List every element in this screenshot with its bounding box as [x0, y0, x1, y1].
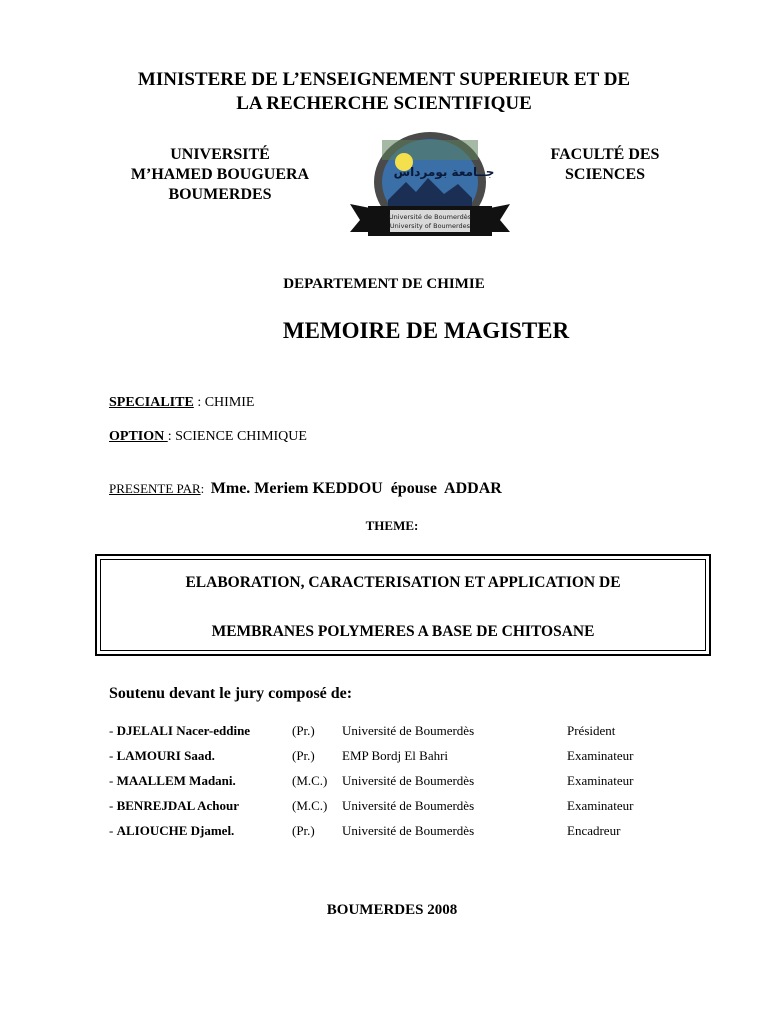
university-line-3: BOUMERDES — [168, 186, 272, 203]
jury-title: Soutenu devant le jury composé de: — [109, 685, 353, 702]
ministry-line-1: MINISTERE DE L’ENSEIGNEMENT SUPERIEUR ET DE — [137, 69, 631, 90]
jury-member-row — [109, 773, 709, 798]
option-label: OPTION — [109, 429, 168, 444]
presenter-field — [109, 480, 502, 498]
jury-member-grade: (Pr.) — [292, 723, 315, 738]
jury-member-institution: Université de Boumerdès — [342, 798, 475, 813]
option-field — [109, 429, 307, 445]
ministry-heading — [0, 68, 768, 116]
speciality-value: CHIMIE — [204, 395, 255, 410]
jury-member-role: Encadreur — [567, 823, 621, 838]
jury-member-grade: (Pr.) — [292, 748, 315, 763]
jury-member-institution: Université de Boumerdès — [342, 823, 475, 838]
presenter-separator: : — [200, 481, 211, 496]
jury-member-row — [109, 723, 709, 748]
jury-member-role: Président — [567, 723, 616, 738]
theme-box-inner — [100, 559, 706, 651]
jury-member-grade: (M.C.) — [292, 798, 328, 813]
university-logo — [348, 132, 512, 246]
jury-member-institution: Université de Boumerdès — [342, 773, 475, 788]
theme-label: THEME: — [365, 518, 419, 533]
ministry-line-2: LA RECHERCHE SCIENTIFIQUE — [236, 93, 532, 114]
jury-member-name: - LAMOURI Saad. — [109, 748, 215, 763]
option-separator: : — [167, 429, 176, 444]
jury-member-name: - DJELALI Nacer-eddine — [109, 723, 251, 738]
speciality-separator: : — [193, 395, 205, 410]
jury-member-role: Examinateur — [567, 773, 634, 788]
footer-place-year: BOUMERDES 2008 — [326, 902, 458, 918]
jury-member-role: Examinateur — [567, 748, 634, 763]
theme-title-line-2: MEMBRANES POLYMERES A BASE DE CHITOSANE — [211, 623, 595, 640]
jury-member-name: - MAALLEM Madani. — [109, 773, 236, 788]
jury-member-grade: (M.C.) — [292, 773, 328, 788]
jury-member-grade: (Pr.) — [292, 823, 315, 838]
logo-banner-right-tail — [490, 204, 510, 232]
option-value: SCIENCE CHIMIQUE — [175, 429, 307, 444]
document-type-title: MEMOIRE DE MAGISTER — [282, 318, 570, 343]
jury-member-row — [109, 823, 709, 848]
jury-member-role: Examinateur — [567, 798, 634, 813]
presenter-label: PRESENTE PAR — [109, 481, 201, 496]
speciality-field — [109, 395, 254, 411]
speciality-label: SPECIALITE — [109, 395, 194, 410]
university-line-1: UNIVERSITÉ — [170, 146, 270, 163]
theme-title-line-1: ELABORATION, CARACTERISATION ET APPLICATION DE — [185, 574, 621, 591]
logo-banner-line-2: University of Boumerdes — [389, 222, 471, 230]
jury-member-institution: EMP Bordj El Bahri — [342, 748, 449, 763]
jury-member-name: - ALIOUCHE Djamel. — [109, 823, 235, 838]
faculty-line-1: FACULTÉ DES — [550, 146, 660, 163]
department-title: DEPARTEMENT DE CHIMIE — [283, 276, 485, 292]
theme-box — [95, 554, 711, 656]
faculty-line-2: SCIENCES — [564, 166, 646, 183]
jury-member-row — [109, 748, 709, 773]
jury-list — [109, 723, 709, 848]
logo-banner-line-1: Université de Boumerdès — [388, 213, 472, 221]
presenter-name: Mme. Meriem KEDDOU épouse ADDAR — [210, 480, 502, 497]
logo-arabic-text: جــامعة بومرداس — [393, 165, 495, 179]
faculty-name — [520, 145, 690, 185]
jury-member-institution: Université de Boumerdès — [342, 723, 475, 738]
logo-banner-left-tail — [350, 204, 370, 232]
university-line-2: M’HAMED BOUGUERA — [130, 166, 310, 183]
jury-member-row — [109, 798, 709, 823]
university-name — [110, 145, 330, 205]
jury-member-name: - BENREJDAL Achour — [109, 798, 240, 813]
logo-texture — [382, 140, 478, 160]
